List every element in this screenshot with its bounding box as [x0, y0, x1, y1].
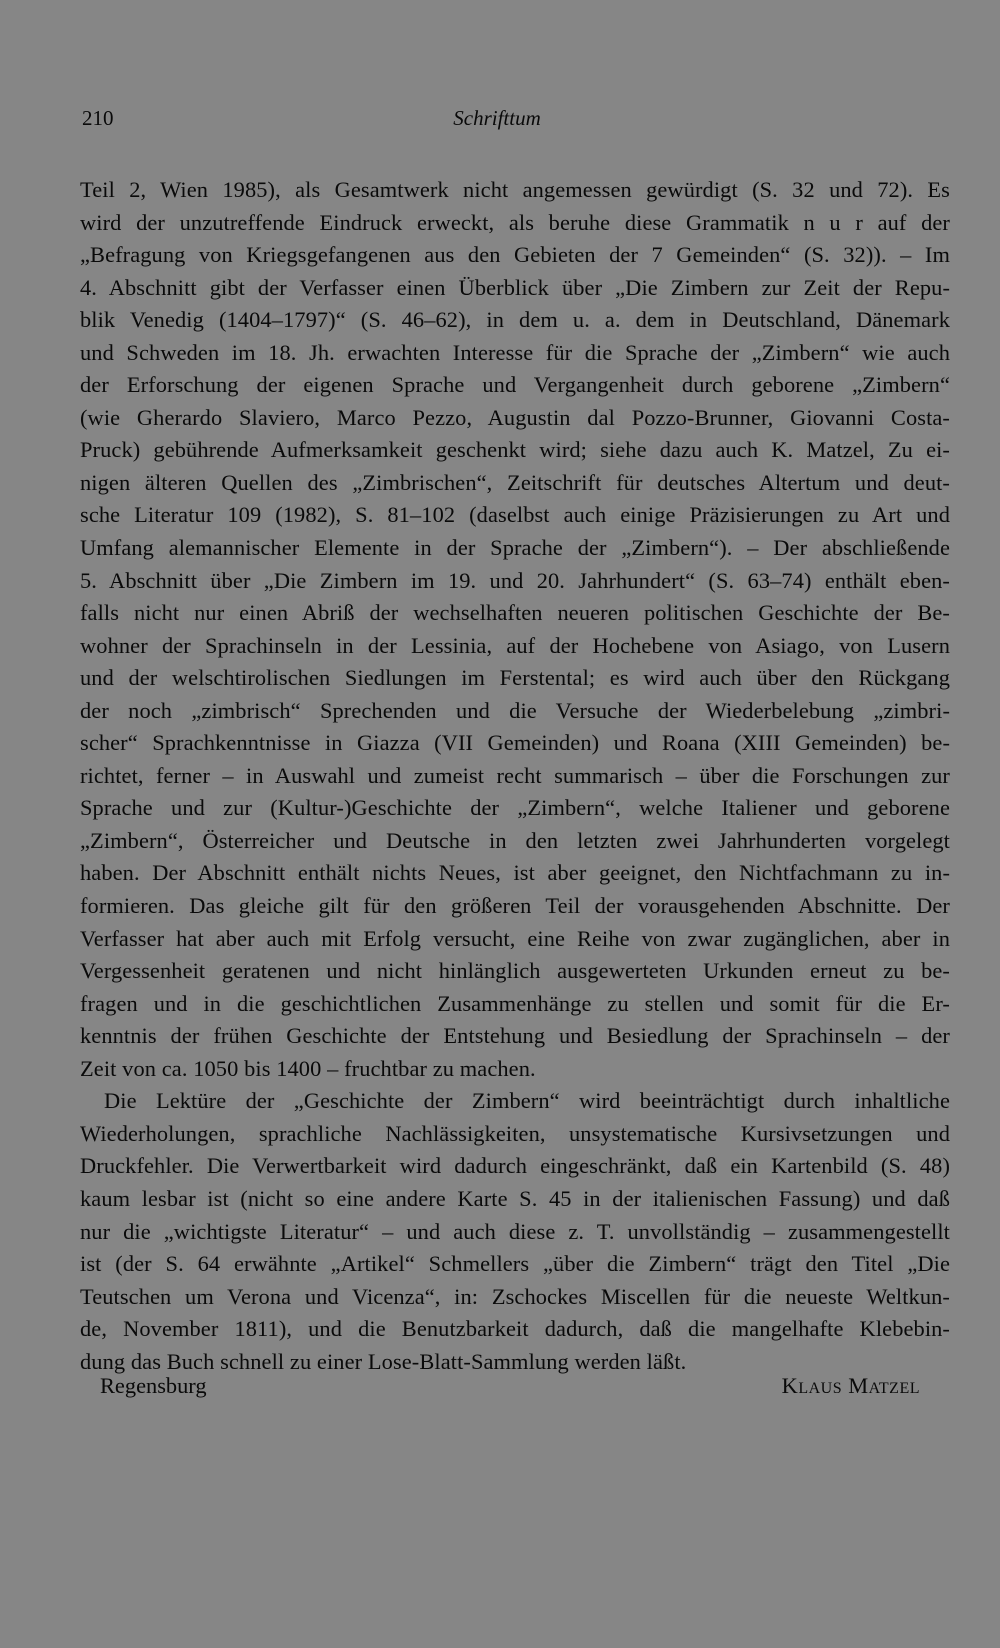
text-line: ist (der S. 64 erwähnte „Artikel“ Schmellers „über die Zimbern“ trägt den Titel „Die: [80, 1251, 950, 1277]
page-number: 210: [82, 106, 114, 130]
text-line: dung das Buch schnell zu einer Lose-Blatt-Sammlung werden läßt.: [80, 1348, 687, 1374]
text-line: „Zimbern“, Österreicher und Deutsche in den letzten zwei Jahrhunderten vorgelegt: [80, 827, 950, 853]
text-line: und der welschtirolischen Siedlungen im Ferstental; es wird auch über den Rückgang: [80, 665, 950, 691]
text-line: Verfasser hat aber auch mit Erfolg versucht, eine Reihe von zwar zugänglichen, aber in: [80, 925, 950, 951]
text-line: fragen und in die geschichtlichen Zusammenhänge zu stellen und somit für die Er-: [80, 990, 950, 1016]
text-line: der noch „zimbrisch“ Sprechenden und die Versuche der Wiederbelebung „zimbri-: [80, 697, 950, 723]
text-line: nur die „wichtigste Literatur“ – und auch diese z. T. unvollständig – zusammengestellt: [80, 1218, 950, 1244]
text-line: haben. Der Abschnitt enthält nichts Neues, ist aber geeignet, den Nichtfachmann zu in-: [80, 860, 950, 886]
text-line: wohner der Sprachinseln in der Lessinia, auf der Hochebene von Asiago, von Lusern: [80, 632, 950, 658]
text-line: wird der unzutreffende Eindruck erweckt, als beruhe diese Grammatik n u r auf der: [80, 209, 950, 235]
text-line: falls nicht nur einen Abriß der wechselhaften neueren politischen Geschichte der Be-: [80, 600, 950, 626]
running-title: Schrifttum: [453, 106, 541, 130]
text-line: Umfang alemannischer Elemente in der Sprache der „Zimbern“). – Der abschließende: [80, 535, 950, 561]
text-line: nigen älteren Quellen des „Zimbrischen“, Zeitschrift für deutsches Altertum und deut-: [80, 469, 950, 495]
text-line: sche Literatur 109 (1982), S. 81–102 (daselbst auch einige Präzisierungen zu Art und: [80, 502, 950, 528]
text-line: Teutschen um Verona und Vicenza“, in: Zschockes Miscellen für die neueste Weltkun-: [80, 1283, 950, 1309]
text-line: kenntnis der frühen Geschichte der Entstehung und Besiedlung der Sprachinseln – der: [80, 1023, 950, 1049]
text-line: Zeit von ca. 1050 bis 1400 – fruchtbar zu machen.: [80, 1055, 536, 1081]
signature-author: Klaus Matzel: [781, 1373, 920, 1398]
text-line: Teil 2, Wien 1985), als Gesamtwerk nicht angemessen gewürdigt (S. 32 und 72). Es: [80, 177, 950, 202]
text-line: richtet, ferner – in Auswahl und zumeist recht summarisch – über die Forschungen zur: [80, 762, 950, 788]
signature-line: [100, 1370, 920, 1402]
text-line: der Erforschung der eigenen Sprache und Vergangenheit durch geborene „Zimbern“: [80, 372, 950, 398]
text-line: Die Lektüre der „Geschichte der Zimbern“ wird beeinträchtigt durch inhaltliche: [104, 1088, 950, 1114]
text-line: de, November 1811), und die Benutzbarkeit dadurch, daß die mangelhafte Klebebin-: [80, 1316, 950, 1342]
text-line: kaum lesbar ist (nicht so eine andere Karte S. 45 in der italienischen Fassung) und daß: [80, 1185, 950, 1211]
text-line: 5. Abschnitt über „Die Zimbern im 19. und 20. Jahrhundert“ (S. 63–74) enthält eben-: [80, 567, 950, 593]
text-line: Wiederholungen, sprachliche Nachlässigkeiten, unsystematische Kursivsetzungen und: [80, 1120, 950, 1146]
text-line: „Befragung von Kriegsgefangenen aus den Gebieten der 7 Gemeinden“ (S. 32)). – Im: [80, 242, 950, 268]
text-line: 4. Abschnitt gibt der Verfasser einen Überblick über „Die Zimbern zur Zeit der Repu-: [80, 274, 950, 300]
text-line: formieren. Das gleiche gilt für den größeren Teil der vorausgehenden Abschnitte. Der: [80, 893, 950, 919]
text-line: Pruck) gebührende Aufmerksamkeit geschenkt wird; siehe dazu auch K. Matzel, Zu ei-: [80, 437, 950, 463]
text-line: Sprache und zur (Kultur-)Geschichte der „Zimbern“, welche Italiener und geborene: [80, 795, 950, 821]
text-line: scher“ Sprachkenntnisse in Giazza (VII Gemeinden) und Roana (XIII Gemeinden) be-: [80, 730, 950, 756]
text-line: blik Venedig (1404–1797)“ (S. 46–62), in dem u. a. dem in Deutschland, Dänemark: [80, 307, 950, 333]
page-header: [82, 106, 912, 136]
text-line: Druckfehler. Die Verwertbarkeit wird dadurch eingeschränkt, daß ein Kartenbild (S. 48): [80, 1153, 950, 1179]
body-text: [80, 174, 950, 1378]
text-line: (wie Gherardo Slaviero, Marco Pezzo, Augustin dal Pozzo-Brunner, Giovanni Costa-: [80, 404, 950, 430]
text-line: und Schweden im 18. Jh. erwachten Interesse für die Sprache der „Zimbern“ wie auch: [80, 339, 950, 365]
text-line: Vergessenheit geratenen und nicht hinlänglich ausgewerteten Urkunden erneut zu be-: [80, 958, 950, 984]
signature-place: Regensburg: [100, 1373, 207, 1398]
